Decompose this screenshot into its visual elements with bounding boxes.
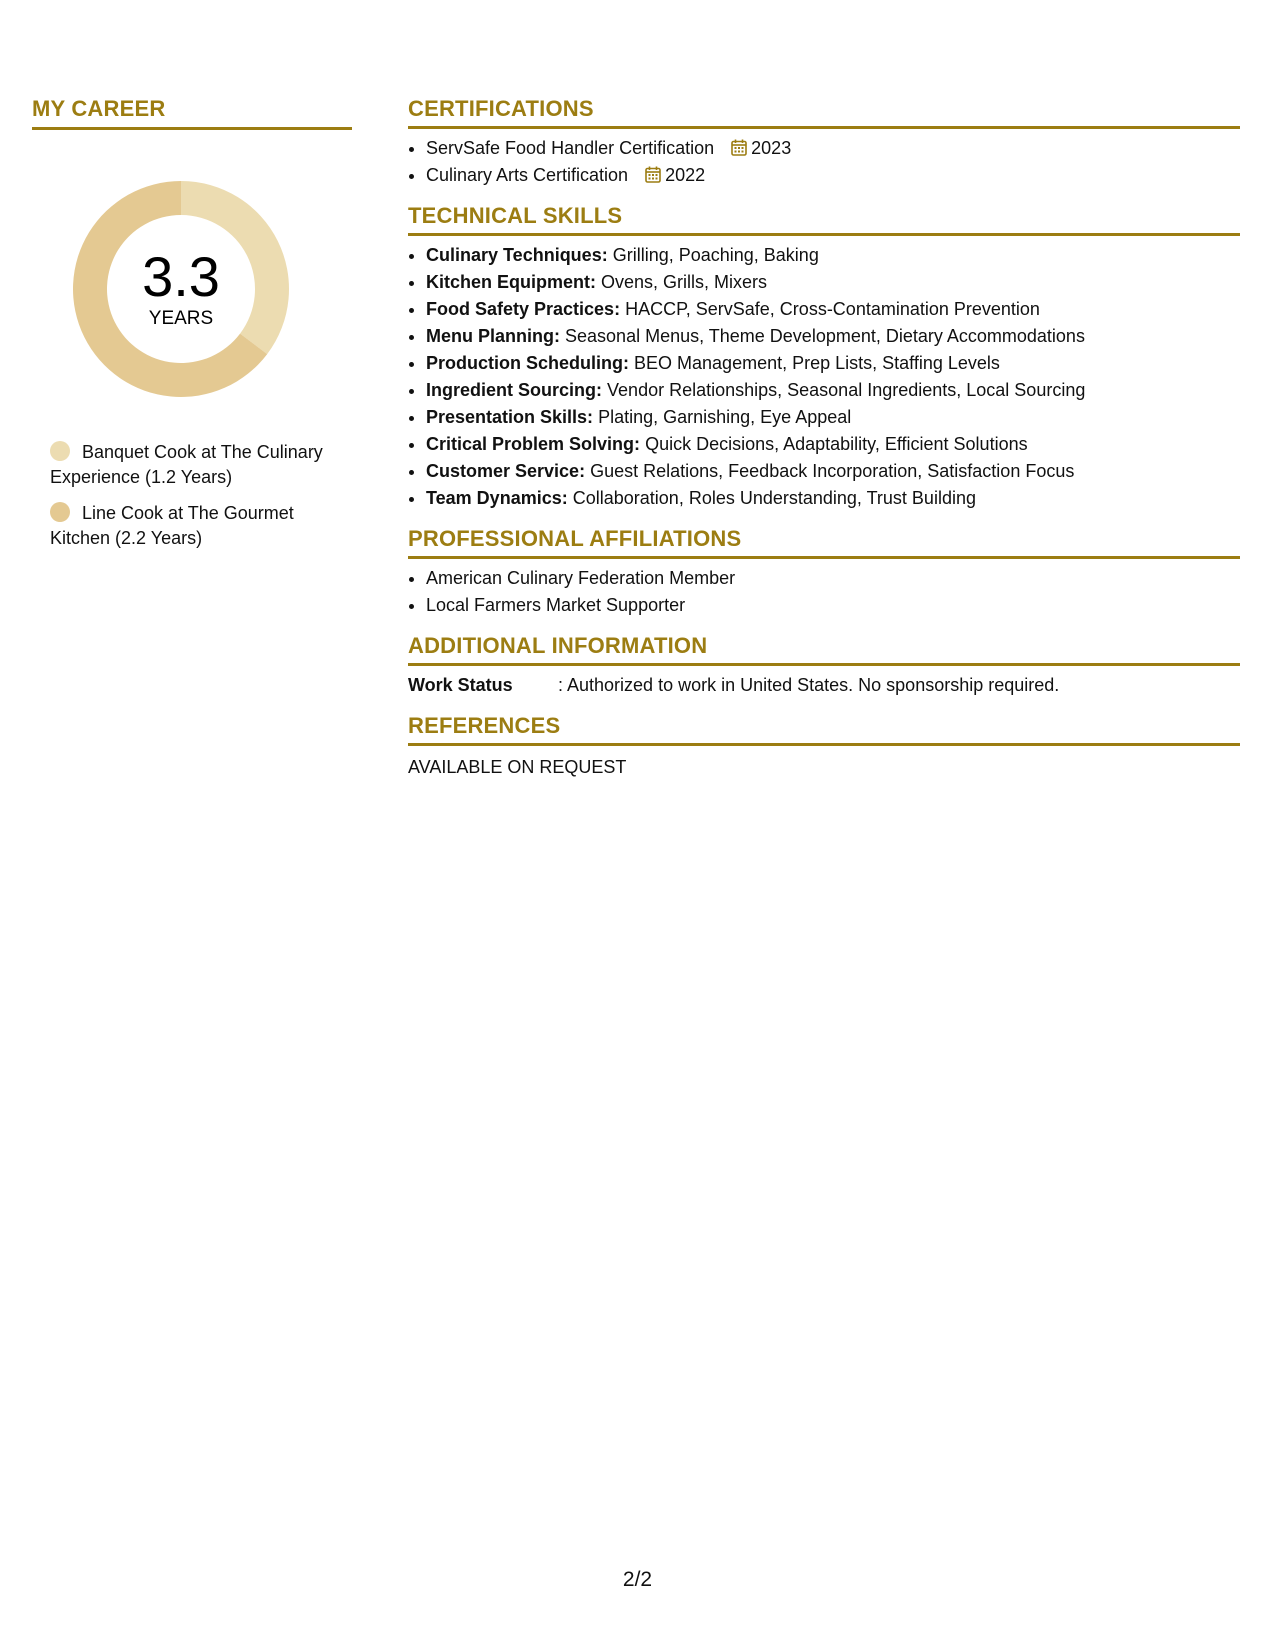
list-item [426, 269, 1240, 296]
affiliations-section [408, 526, 1240, 619]
main-column [408, 96, 1240, 795]
skill-label: Menu Planning: [426, 326, 560, 346]
affiliations-heading: PROFESSIONAL AFFILIATIONS [408, 526, 1240, 559]
skill-label: Production Scheduling: [426, 353, 629, 373]
skill-value: Collaboration, Roles Understanding, Trust Building [572, 488, 976, 508]
additional-info-heading: ADDITIONAL INFORMATION [408, 633, 1240, 666]
skill-value: Grilling, Poaching, Baking [612, 245, 819, 265]
skill-label: Food Safety Practices: [426, 299, 621, 319]
skill-label: Kitchen Equipment: [426, 272, 596, 292]
career-heading: MY CAREER [32, 96, 352, 130]
list-item [426, 242, 1240, 269]
list-item [426, 431, 1240, 458]
skill-value: Seasonal Menus, Theme Development, Dietary Accommodations [565, 326, 1085, 346]
skill-label: Critical Problem Solving: [426, 434, 641, 454]
cert-name: Culinary Arts Certification [426, 165, 629, 185]
career-total-unit: YEARS [148, 308, 214, 329]
cert-date [731, 138, 791, 158]
certifications-list [408, 135, 1240, 189]
legend-swatch-1 [50, 502, 70, 522]
list-item: • Local Farmers Market Supporter [426, 592, 1240, 619]
list-item [426, 458, 1240, 485]
list-item [426, 323, 1240, 350]
list-item [426, 135, 1240, 162]
calendar-icon [645, 166, 661, 183]
career-total-value: 3.3 [142, 245, 220, 308]
skill-label: Ingredient Sourcing: [426, 380, 603, 400]
legend-swatch-0 [50, 441, 70, 461]
skill-label: Team Dynamics: [426, 488, 568, 508]
skill-value: Guest Relations, Feedback Incorporation, Satisfaction Focus [590, 461, 1075, 481]
list-item [426, 350, 1240, 377]
list-item [426, 404, 1240, 431]
skill-label: Customer Service: [426, 461, 586, 481]
list-item [426, 162, 1240, 189]
legend-label: Banquet Cook at The Culinary Experience (1.2 Years) [50, 442, 323, 487]
technical-skills-heading: TECHNICAL SKILLS [408, 203, 1240, 236]
cert-name: ServSafe Food Handler Certification [426, 138, 715, 158]
technical-skills-list [408, 242, 1240, 512]
references-heading: REFERENCES [408, 713, 1240, 746]
skill-label: Culinary Techniques: [426, 245, 608, 265]
cert-year: 2023 [751, 138, 792, 158]
skill-value: BEO Management, Prep Lists, Staffing Levels [634, 353, 1000, 373]
technical-skills-section [408, 203, 1240, 512]
cert-year: 2022 [665, 165, 706, 185]
work-status-value: : Authorized to work in United States. No sponsorship required. [558, 675, 1060, 695]
certifications-section [408, 96, 1240, 189]
donut-center [66, 174, 296, 404]
skill-value: Plating, Garnishing, Eye Appeal [598, 407, 852, 427]
skill-value: Vendor Relationships, Seasonal Ingredients, Local Sourcing [607, 380, 1086, 400]
career-donut-chart [66, 174, 296, 404]
legend-item [50, 501, 340, 551]
list-item: • American Culinary Federation Member [426, 565, 1240, 592]
skill-value: Ovens, Grills, Mixers [601, 272, 768, 292]
legend-label: Line Cook at The Gourmet Kitchen (2.2 Years) [50, 503, 294, 548]
skill-value: HACCP, ServSafe, Cross-Contamination Prevention [625, 299, 1040, 319]
page-number: 2/2 [622, 1568, 653, 1591]
references-text: AVAILABLE ON REQUEST [408, 757, 627, 777]
legend-item [50, 440, 340, 490]
work-status-row [408, 672, 1240, 699]
work-status-label: Work Status [408, 675, 513, 695]
skill-value: Quick Decisions, Adaptability, Efficient Solutions [645, 434, 1028, 454]
list-item [426, 377, 1240, 404]
certifications-heading: CERTIFICATIONS [408, 96, 1240, 129]
additional-info-section [408, 633, 1240, 699]
career-legend [50, 440, 352, 551]
list-item [426, 485, 1240, 512]
career-column [32, 96, 352, 562]
cert-date [645, 165, 705, 185]
list-item [426, 296, 1240, 323]
calendar-icon [731, 139, 747, 156]
affiliations-list [408, 565, 1240, 619]
skill-label: Presentation Skills: [426, 407, 594, 427]
references-section [408, 713, 1240, 781]
